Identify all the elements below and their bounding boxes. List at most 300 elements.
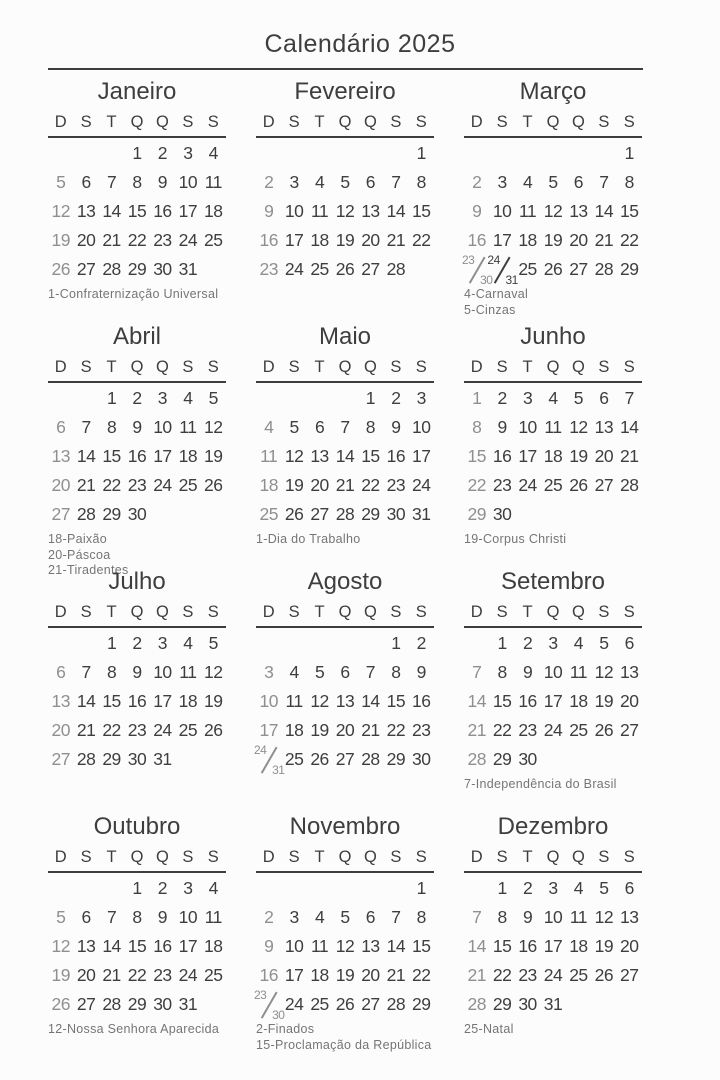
day-cell: 5: [314, 662, 325, 682]
weekday-label: S: [623, 113, 635, 131]
day-cell: 19: [204, 446, 223, 466]
weekday-row: [256, 603, 434, 628]
day-cell: 23: [127, 475, 147, 495]
month-name: Setembro: [500, 568, 606, 595]
weekday-label: Q: [364, 113, 377, 131]
weekday-label: Q: [364, 358, 377, 376]
weekday-label: S: [415, 358, 427, 376]
days-grid: [464, 384, 642, 529]
day-cell: 22: [386, 720, 406, 740]
day-cell: 13: [594, 417, 614, 437]
day-cell: [540, 139, 565, 168]
day-cell: 10: [284, 936, 304, 956]
weekday-row: [464, 603, 642, 628]
weekday-label: Q: [546, 113, 560, 131]
day-cell: 1: [416, 878, 426, 898]
day-cell: 24: [178, 230, 198, 250]
weekday-label: Q: [130, 603, 144, 621]
day-cell: 28: [361, 749, 380, 769]
day-cell: [73, 629, 98, 658]
day-cell: 13: [361, 936, 380, 956]
day-cell: 26: [569, 475, 588, 495]
weekday-row: [48, 113, 226, 138]
day-cell: 16: [467, 230, 486, 250]
day-cell: [281, 629, 306, 658]
weekday-label: S: [182, 848, 194, 866]
day-cell: 15: [361, 446, 380, 466]
month-name: Março: [519, 78, 587, 105]
day-cell: 19: [594, 936, 614, 956]
day-cell: 15: [386, 691, 406, 711]
day-cell: 21: [386, 230, 406, 250]
day-cell: 25: [569, 965, 588, 985]
day-cell: [358, 139, 383, 168]
day-cell: 6: [314, 417, 325, 437]
weekday-label: S: [415, 848, 427, 866]
weekday-label: S: [623, 603, 635, 621]
day-cell: 11: [544, 417, 562, 437]
day-cell: 13: [361, 201, 380, 221]
day-cell: 26: [335, 259, 355, 279]
day-cell: 27: [569, 259, 588, 279]
holiday-note: 20-Páscoa: [48, 547, 111, 562]
day-cell: 26: [335, 994, 355, 1014]
days-grid: [254, 629, 434, 777]
day-cell: [383, 874, 408, 903]
month-name: Julho: [108, 568, 166, 595]
day-cell: 19: [284, 475, 304, 495]
weekday-label: D: [470, 358, 483, 376]
month-block: [464, 809, 642, 1054]
weekday-label: Q: [364, 848, 377, 866]
day-cell: 15: [127, 936, 147, 956]
weekday-label: Q: [546, 848, 560, 866]
day-cell: 13: [569, 201, 588, 221]
month-name: Novembro: [289, 813, 401, 840]
days-grid: [48, 874, 226, 1019]
weekday-label: Q: [156, 113, 169, 131]
day-cell: 28: [102, 994, 121, 1014]
day-cell: 12: [51, 201, 70, 221]
month-notes: [48, 1022, 226, 1038]
day-cell: 4: [183, 388, 193, 408]
day-cell: 5: [56, 172, 66, 192]
weekday-label: Q: [130, 113, 144, 131]
weekday-label: Q: [572, 358, 585, 376]
day-cell: 11: [204, 172, 222, 192]
day-cell: [307, 629, 332, 658]
weekday-label: D: [470, 603, 483, 621]
day-cell: 7: [365, 662, 376, 682]
day-cell: 25: [204, 965, 223, 985]
day-cell: 9: [497, 417, 507, 437]
day-cell: 15: [412, 936, 431, 956]
day-cell: 24: [153, 475, 172, 495]
day-cell: 14: [386, 201, 406, 221]
weekday-label: T: [106, 603, 117, 621]
day-cell: 3: [183, 878, 193, 898]
day-cell: 2: [522, 633, 533, 653]
day-cell: 8: [497, 907, 507, 927]
day-cell: 17: [284, 965, 304, 985]
day-cell: 30: [127, 504, 147, 524]
day-cell: 3: [157, 633, 168, 653]
days-grid: [48, 139, 226, 284]
weekday-label: S: [598, 113, 610, 131]
day-cell: 16: [127, 691, 147, 711]
day-cell: 29: [492, 994, 512, 1014]
holiday-note: 2-Finados: [256, 1022, 315, 1036]
day-cell: 11: [569, 907, 587, 927]
weekday-label: T: [106, 848, 117, 866]
day-cell: 18: [518, 230, 537, 250]
day-cell: 2: [264, 172, 274, 192]
day-cell: 7: [81, 662, 91, 682]
day-cell: 16: [259, 230, 278, 250]
day-cell: 23: [259, 259, 278, 279]
month-name: Maio: [318, 323, 372, 350]
day-cell: 5: [208, 633, 218, 653]
day-cell: 17: [178, 936, 198, 956]
weekday-label: Q: [572, 848, 585, 866]
day-cell: 2: [157, 878, 168, 898]
day-cell: 16: [518, 936, 537, 956]
day-cell: 16: [518, 691, 537, 711]
day-cell: 14: [620, 417, 639, 437]
month-notes: [48, 287, 226, 303]
day-cell: 7: [106, 907, 117, 927]
weekday-label: S: [207, 848, 219, 866]
weekday-label: T: [522, 113, 533, 131]
weekday-label: S: [496, 603, 508, 621]
day-cell: 4: [573, 878, 584, 898]
day-cell: 24: [284, 994, 304, 1014]
day-cell: 20: [620, 936, 639, 956]
day-cell: 21: [335, 475, 355, 495]
month-name: Dezembro: [497, 813, 609, 840]
day-cell: 25: [543, 475, 563, 495]
day-cell: [256, 384, 281, 413]
weekday-label: S: [288, 603, 300, 621]
weekday-label: T: [314, 603, 325, 621]
weekday-row: [464, 113, 642, 138]
month-notes: [256, 532, 434, 548]
day-cell: 25: [178, 720, 198, 740]
month-block: [464, 319, 642, 564]
day-cell: 11: [518, 201, 537, 221]
month-notes: [464, 532, 642, 548]
day-cell: 22: [467, 475, 486, 495]
day-cell: 13: [51, 691, 70, 711]
day-cell: 29: [361, 504, 380, 524]
day-cell: 14: [102, 201, 121, 221]
day-cell: 29: [127, 259, 147, 279]
day-cell: 30: [518, 994, 537, 1014]
day-cell: [99, 139, 124, 168]
days-grid: [462, 139, 642, 287]
day-cell: 27: [620, 965, 639, 985]
day-cell: 14: [335, 446, 355, 466]
month-block: [256, 319, 434, 564]
day-cell: 17: [518, 446, 537, 466]
day-cell: 12: [594, 662, 614, 682]
day-cell: [566, 500, 591, 529]
weekday-label: S: [182, 113, 194, 131]
month-name: Abril: [112, 323, 161, 350]
day-cell: 7: [599, 172, 609, 192]
day-cell: 2: [497, 388, 507, 408]
day-cell: [332, 874, 357, 903]
day-cell: 1: [497, 878, 507, 898]
day-cell: [48, 384, 73, 413]
day-cell: 12: [569, 417, 588, 437]
weekday-label: S: [207, 358, 219, 376]
day-cell: 23: [153, 965, 172, 985]
day-cell: 19: [51, 965, 70, 985]
holiday-note: 21-Tiradentes: [48, 563, 129, 577]
day-cell: [515, 139, 540, 168]
day-cell: 3: [157, 388, 168, 408]
day-cell: [256, 139, 281, 168]
day-cell: [201, 990, 226, 1019]
day-cell: 20: [51, 720, 70, 740]
day-cell: 22: [102, 720, 121, 740]
day-cell: 1: [106, 633, 117, 653]
day-cell: 30: [412, 749, 431, 769]
day-cell: 20: [335, 720, 355, 740]
weekday-label: S: [496, 113, 508, 131]
weekday-label: D: [54, 358, 67, 376]
day-cell: 30: [153, 259, 172, 279]
day-cell: 10: [178, 172, 198, 192]
day-cell: 8: [365, 417, 376, 437]
day-cell: 11: [179, 417, 197, 437]
day-cell: 15: [492, 936, 512, 956]
day-cell: 11: [179, 662, 197, 682]
day-cell: 24: [543, 720, 563, 740]
day-cell: 24: [412, 475, 431, 495]
month-block: [48, 809, 226, 1054]
day-cell: 9: [132, 662, 142, 682]
weekday-label: T: [106, 358, 117, 376]
day-cell: 18: [178, 691, 198, 711]
day-cell: [591, 139, 616, 168]
day-cell: 5: [599, 878, 609, 898]
day-cell: 27: [76, 259, 96, 279]
day-cell: 17: [259, 720, 278, 740]
day-cell: [332, 384, 357, 413]
day-cell: 27: [620, 720, 639, 740]
weekday-label: S: [207, 113, 219, 131]
day-cell: 18: [569, 936, 588, 956]
day-cell: 9: [522, 662, 533, 682]
day-cell: 12: [204, 662, 223, 682]
day-cell: 6: [340, 662, 350, 682]
day-cell: [48, 629, 73, 658]
page-title: Calendário 2025: [264, 30, 456, 58]
day-cell: [281, 139, 306, 168]
day-cell: 6: [81, 907, 91, 927]
day-cell: [150, 500, 175, 529]
day-cell: 15: [492, 691, 512, 711]
day-cell: [307, 139, 332, 168]
day-cell: [515, 500, 540, 529]
day-cell: 11: [569, 662, 587, 682]
day-cell: [566, 745, 591, 774]
weekday-label: T: [314, 848, 325, 866]
day-cell: 24: [518, 475, 537, 495]
holiday-note: 7-Independência do Brasil: [464, 777, 617, 791]
day-cell: 17: [543, 691, 563, 711]
month-name: Outubro: [93, 813, 181, 840]
day-cell: 4: [314, 172, 325, 192]
day-cell: 23: [153, 230, 172, 250]
day-cell: 14: [76, 446, 96, 466]
day-cell: 8: [624, 172, 634, 192]
day-cell: 4: [522, 172, 533, 192]
day-cell: 15: [102, 691, 121, 711]
day-cell: 17: [412, 446, 431, 466]
day-cell: [617, 745, 642, 774]
weekday-label: T: [522, 358, 533, 376]
day-cell: 23: [386, 475, 406, 495]
weekday-label: D: [470, 113, 483, 131]
day-cell: 21: [76, 475, 96, 495]
weekday-label: S: [623, 358, 635, 376]
day-cell: 12: [204, 417, 223, 437]
day-cell: [281, 874, 306, 903]
day-cell: [73, 384, 98, 413]
day-cell: [332, 629, 357, 658]
day-cell: 25: [569, 720, 588, 740]
day-cell: 2: [132, 388, 142, 408]
day-cell: 19: [310, 720, 329, 740]
day-cell: 1: [365, 388, 376, 408]
day-cell: 16: [127, 446, 147, 466]
day-cell: 21: [594, 230, 614, 250]
weekday-label: D: [470, 848, 483, 866]
day-cell: 13: [310, 446, 329, 466]
day-cell: 5: [548, 172, 558, 192]
weekday-label: S: [623, 848, 635, 866]
day-cell: 3: [548, 878, 558, 898]
day-cell: [99, 874, 124, 903]
day-cell: 24: [543, 965, 563, 985]
weekday-label: Q: [338, 358, 352, 376]
day-cell: 3: [183, 143, 193, 163]
day-cell: 27: [51, 504, 70, 524]
day-cell: 5: [573, 388, 584, 408]
day-cell: 13: [76, 201, 96, 221]
day-cell: 4: [573, 633, 584, 653]
day-cell: 27: [335, 749, 355, 769]
day-cell: 20: [361, 965, 380, 985]
day-cell: 9: [132, 417, 142, 437]
day-cell: 10: [543, 907, 563, 927]
day-cell: [540, 500, 565, 529]
day-cell: 1: [391, 633, 401, 653]
day-cell: 9: [416, 662, 426, 682]
day-cell: 9: [522, 907, 533, 927]
day-cell: 10: [153, 417, 172, 437]
day-cell: [281, 384, 306, 413]
day-cell: 16: [259, 965, 278, 985]
weekday-row: [464, 358, 642, 383]
day-cell: 5: [289, 417, 299, 437]
day-cell: 30: [386, 504, 406, 524]
day-cell: 17: [178, 201, 198, 221]
weekday-label: D: [262, 603, 275, 621]
day-cell: 28: [335, 504, 355, 524]
day-cell: 7: [472, 907, 482, 927]
day-cell: [383, 139, 408, 168]
day-cell: 29: [467, 504, 486, 524]
day-cell: [591, 500, 616, 529]
day-cell: 10: [492, 201, 512, 221]
day-cell: 4: [208, 143, 218, 163]
weekday-label: Q: [364, 603, 377, 621]
day-cell: 9: [157, 907, 168, 927]
day-cell: 15: [412, 201, 431, 221]
weekday-label: S: [390, 603, 402, 621]
weekday-label: S: [496, 848, 508, 866]
weekday-label: S: [598, 848, 610, 866]
day-cell: 25: [310, 994, 329, 1014]
day-cell: 1: [624, 143, 634, 163]
day-cell: 10: [543, 662, 563, 682]
day-cell: 8: [391, 662, 401, 682]
day-cell: 5: [340, 172, 350, 192]
day-cell: 27: [310, 504, 329, 524]
day-cell: 12: [594, 907, 614, 927]
day-cell: 22: [127, 230, 147, 250]
day-cell: 17: [284, 230, 304, 250]
day-cell: 29: [620, 259, 639, 279]
holiday-note: 19-Corpus Christi: [464, 532, 567, 546]
weekday-label: Q: [338, 848, 352, 866]
weekday-label: S: [415, 113, 427, 131]
day-cell: 22: [492, 965, 512, 985]
day-cell: 22: [361, 475, 380, 495]
day-cell: 29: [412, 994, 431, 1014]
weekday-label: S: [598, 358, 610, 376]
weekday-label: S: [182, 603, 194, 621]
day-cell: 10: [178, 907, 198, 927]
day-cell: 30: [127, 749, 147, 769]
day-cell: 8: [132, 907, 142, 927]
day-cell: 16: [412, 691, 431, 711]
day-cell: 28: [620, 475, 639, 495]
day-cell: 21: [467, 965, 486, 985]
weekday-label: S: [207, 603, 219, 621]
day-cell: 10: [259, 691, 278, 711]
day-cell: 7: [106, 172, 117, 192]
day-cell: [175, 500, 200, 529]
month-block: [256, 74, 434, 319]
day-cell: 26: [51, 259, 70, 279]
weekday-label: T: [314, 358, 325, 376]
day-cell: 10: [153, 662, 172, 682]
day-cell: 15: [127, 201, 147, 221]
weekday-label: S: [598, 603, 610, 621]
day-cell: [307, 384, 332, 413]
day-cell: 13: [76, 936, 96, 956]
weekday-label: S: [182, 358, 194, 376]
day-cell: 16: [492, 446, 512, 466]
day-cell: 13: [335, 691, 355, 711]
weekday-label: S: [80, 358, 92, 376]
day-cell: 8: [106, 417, 117, 437]
